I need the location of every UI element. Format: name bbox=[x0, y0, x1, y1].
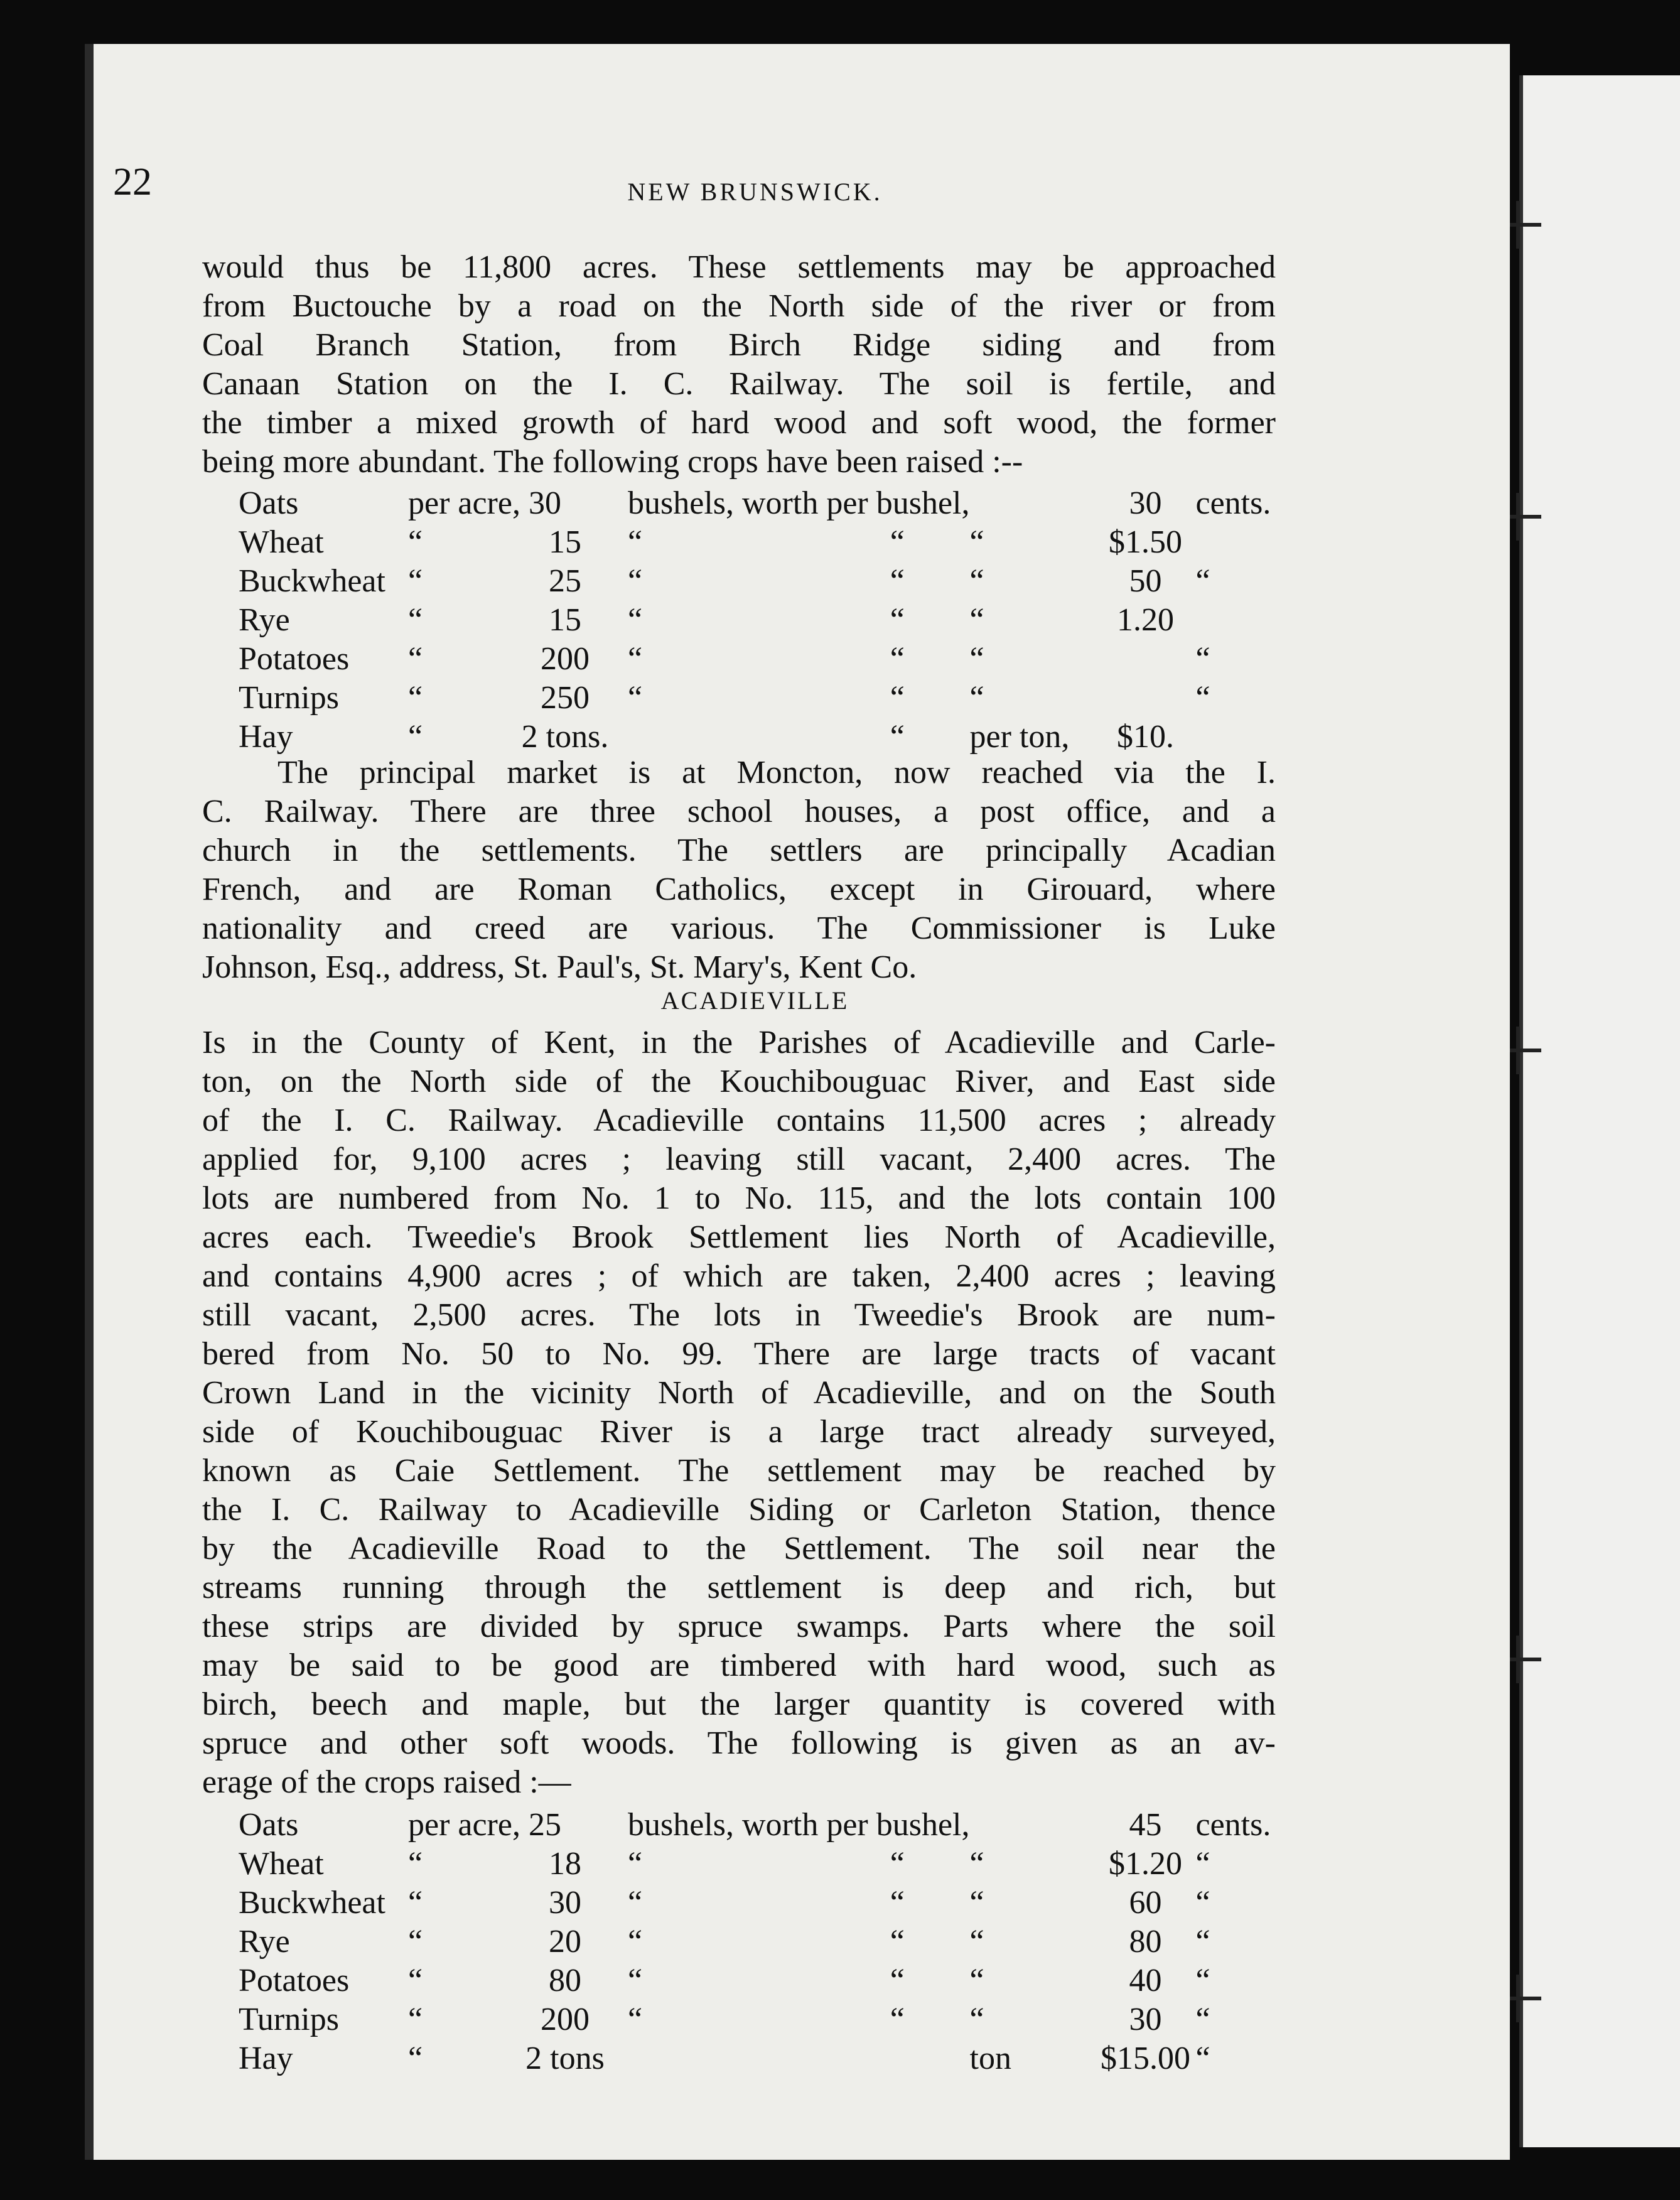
crop-measure bbox=[628, 717, 825, 756]
ditto-mark: “ bbox=[969, 563, 984, 599]
ditto-mark: “ bbox=[628, 1845, 643, 1882]
ditto-mark: “ bbox=[408, 1845, 423, 1882]
crop-row bbox=[239, 678, 1281, 717]
ditto-mark: “ bbox=[628, 1923, 643, 1960]
ditto-mark: “ bbox=[628, 563, 643, 599]
ditto-mark: “ bbox=[969, 679, 984, 716]
crop-price-unit bbox=[970, 483, 1096, 522]
crop-price-suffix: “ bbox=[1195, 679, 1210, 716]
ditto-mark: “ bbox=[1195, 1962, 1210, 1998]
text-line: may be said to be good are timbered with hard wood, such as bbox=[202, 1647, 1276, 1683]
crop-unit: per acre, 30 bbox=[408, 485, 561, 521]
crop-quantity: 2 tons. bbox=[521, 718, 609, 755]
crop-row bbox=[239, 522, 1281, 561]
text-line: lots are numbered from No. 1 to No. 115, and the lots contain 100 bbox=[202, 1180, 1276, 1216]
ditto-mark: “ bbox=[408, 1962, 423, 1998]
ditto-mark: “ bbox=[890, 1884, 905, 1921]
ditto-mark: “ bbox=[969, 640, 984, 677]
crop-quantity: 30 bbox=[549, 1884, 581, 1921]
crop-row bbox=[239, 1805, 1281, 1844]
crop-row bbox=[239, 1844, 1281, 1883]
crop-quantity: 25 bbox=[549, 563, 581, 599]
ditto-mark: “ bbox=[1195, 2001, 1210, 2037]
text-line: the I. C. Railway to Acadieville Siding or Carleton Station, thence bbox=[202, 1492, 1276, 1528]
crop-measure: bushels, worth per bushel, bbox=[628, 485, 970, 521]
crop-price bbox=[1096, 678, 1196, 717]
text-line: Crown Land in the vicinity North of Acadieville, and on the South bbox=[202, 1375, 1276, 1411]
crop-row bbox=[239, 561, 1281, 600]
text-line: the timber a mixed growth of hard wood and soft wood, the former bbox=[202, 405, 1276, 441]
text-line: being more abundant. The following crops have been raised :-- bbox=[202, 444, 1023, 480]
crop-name: Oats bbox=[239, 1806, 299, 1843]
ditto-mark: “ bbox=[408, 679, 423, 716]
crop-row bbox=[239, 1961, 1281, 2000]
ditto-mark: “ bbox=[890, 601, 905, 638]
ditto-mark: “ bbox=[969, 1845, 984, 1882]
crop-price-unit bbox=[970, 1805, 1096, 1844]
ditto-mark: “ bbox=[408, 640, 423, 677]
crop-row bbox=[239, 639, 1281, 678]
text-line: spruce and other soft woods. The following is given as an av- bbox=[202, 1725, 1276, 1761]
crop-name: Rye bbox=[239, 601, 290, 638]
ditto-mark: “ bbox=[890, 718, 905, 755]
ditto-mark: “ bbox=[628, 2001, 643, 2037]
crop-price: 60 bbox=[1129, 1884, 1162, 1921]
crop-measure: bushels, worth per bushel, bbox=[628, 1806, 970, 1843]
crop-measure bbox=[628, 2039, 825, 2078]
crop-quantity: 15 bbox=[549, 524, 581, 560]
ditto-mark: “ bbox=[1195, 1923, 1210, 1960]
adjacent-page-edge bbox=[1519, 75, 1680, 2147]
crop-price-suffix: “ bbox=[1195, 563, 1210, 599]
crop-row bbox=[239, 600, 1281, 639]
crop-price: 30 bbox=[1129, 2001, 1162, 2037]
ditto-mark: “ bbox=[1195, 1845, 1210, 1882]
text-line: church in the settlements. The settlers are principally Acadian bbox=[202, 833, 1276, 868]
crop-price-suffix bbox=[1196, 717, 1281, 756]
text-line: would thus be 11,800 acres. These settlements may be approached bbox=[202, 249, 1276, 285]
crop-measure bbox=[825, 2039, 969, 2078]
crop-price-suffix: “ bbox=[1195, 640, 1210, 677]
ditto-mark: “ bbox=[890, 524, 905, 560]
ditto-mark: “ bbox=[969, 1962, 984, 1998]
text-line: still vacant, 2,500 acres. The lots in Tweedie's Brook are num- bbox=[202, 1297, 1276, 1333]
crop-price-unit: per ton, bbox=[969, 718, 1070, 755]
crop-name: Potatoes bbox=[239, 640, 350, 677]
text-line: Coal Branch Station, from Birch Ridge siding and from bbox=[202, 327, 1276, 363]
crop-name: Buckwheat bbox=[239, 563, 385, 599]
text-line: The principal market is at Moncton, now reached via the I. bbox=[277, 755, 1276, 790]
running-head: NEW BRUNSWICK. bbox=[627, 178, 883, 206]
ditto-mark: “ bbox=[408, 524, 423, 560]
crop-price-suffix bbox=[1196, 600, 1281, 639]
crop-name: Turnips bbox=[239, 2001, 339, 2037]
text-line: bered from No. 50 to No. 99. There are large tracts of vacant bbox=[202, 1336, 1276, 1372]
ditto-mark: “ bbox=[1195, 2040, 1210, 2076]
crop-price: $10. bbox=[1117, 718, 1174, 755]
crop-price bbox=[1096, 639, 1196, 678]
crop-price: 1.20 bbox=[1117, 601, 1174, 638]
crop-name: Hay bbox=[239, 2040, 293, 2076]
ditto-mark: “ bbox=[408, 718, 423, 755]
crop-row bbox=[239, 2039, 1281, 2078]
crop-quantity: 200 bbox=[541, 640, 590, 677]
text-line: Is in the County of Kent, in the Parishes of Acadieville and Carle- bbox=[202, 1025, 1276, 1060]
ditto-mark: “ bbox=[628, 1962, 643, 1998]
ditto-mark: “ bbox=[408, 1923, 423, 1960]
ditto-mark: “ bbox=[969, 601, 984, 638]
ditto-mark: “ bbox=[890, 1923, 905, 1960]
crop-name: Wheat bbox=[239, 1845, 324, 1882]
ditto-mark: “ bbox=[890, 1962, 905, 1998]
ditto-mark: “ bbox=[408, 563, 423, 599]
crop-price: $15.00 bbox=[1101, 2040, 1190, 2076]
crop-name: Rye bbox=[239, 1923, 290, 1960]
text-line: applied for, 9,100 acres ; leaving still vacant, 2,400 acres. The bbox=[202, 1141, 1276, 1177]
crop-unit: per acre, 25 bbox=[408, 1806, 561, 1843]
crop-quantity: 15 bbox=[549, 601, 581, 638]
text-line: ton, on the North side of the Kouchibouguac River, and East side bbox=[202, 1064, 1276, 1099]
crop-name: Wheat bbox=[239, 524, 324, 560]
ditto-mark: “ bbox=[969, 1884, 984, 1921]
ditto-mark: “ bbox=[628, 640, 643, 677]
crop-price: 80 bbox=[1129, 1923, 1162, 1960]
crop-row bbox=[239, 2000, 1281, 2039]
text-line: C. Railway. There are three school houses, a post office, and a bbox=[202, 794, 1276, 829]
crop-price-suffix: cents. bbox=[1195, 1806, 1271, 1843]
crop-price: $1.50 bbox=[1109, 524, 1182, 560]
crop-row bbox=[239, 483, 1281, 522]
crop-price: 40 bbox=[1129, 1962, 1162, 1998]
text-line: Johnson, Esq., address, St. Paul's, St. Mary's, Kent Co. bbox=[202, 949, 917, 985]
crop-name: Buckwheat bbox=[239, 1884, 385, 1921]
ditto-mark: “ bbox=[890, 679, 905, 716]
crop-price: 50 bbox=[1129, 563, 1162, 599]
text-line: French, and are Roman Catholics, except in Girouard, where bbox=[202, 871, 1276, 907]
crop-name: Potatoes bbox=[239, 1962, 350, 1998]
crop-name: Turnips bbox=[239, 679, 339, 716]
crop-table-settlements bbox=[239, 483, 1281, 756]
crop-name: Oats bbox=[239, 485, 299, 521]
text-line: these strips are divided by spruce swamps. Parts where the soil bbox=[202, 1609, 1276, 1644]
text-line: streams running through the settlement is deep and rich, but bbox=[202, 1570, 1276, 1605]
crop-price: 45 bbox=[1129, 1806, 1162, 1843]
ditto-mark: “ bbox=[969, 2001, 984, 2037]
text-line: nationality and creed are various. The Commissioner is Luke bbox=[202, 910, 1276, 946]
crop-table-acadieville bbox=[239, 1805, 1281, 2078]
crop-quantity: 80 bbox=[549, 1962, 581, 1998]
text-line: from Buctouche by a road on the North side of the river or from bbox=[202, 288, 1276, 324]
crop-price-unit: ton bbox=[969, 2040, 1011, 2076]
crop-row bbox=[239, 1883, 1281, 1922]
ditto-mark: “ bbox=[890, 2001, 905, 2037]
ditto-mark: “ bbox=[408, 2040, 423, 2076]
crop-quantity: 250 bbox=[541, 679, 590, 716]
ditto-mark: “ bbox=[628, 524, 643, 560]
crop-name: Hay bbox=[239, 718, 293, 755]
page-number: 22 bbox=[113, 161, 152, 203]
section-heading: ACADIEVILLE bbox=[660, 986, 849, 1015]
ditto-mark: “ bbox=[408, 1884, 423, 1921]
crop-quantity: 18 bbox=[549, 1845, 581, 1882]
ditto-mark: “ bbox=[890, 640, 905, 677]
crop-price-suffix bbox=[1196, 522, 1281, 561]
ditto-mark: “ bbox=[628, 679, 643, 716]
ditto-mark: “ bbox=[890, 1845, 905, 1882]
crop-quantity: 2 tons bbox=[525, 2040, 605, 2076]
text-line: erage of the crops raised :— bbox=[202, 1764, 571, 1800]
text-line: birch, beech and maple, but the larger quantity is covered with bbox=[202, 1686, 1276, 1722]
text-line: of the I. C. Railway. Acadieville contains 11,500 acres ; already bbox=[202, 1103, 1276, 1138]
crop-price: 30 bbox=[1129, 485, 1162, 521]
text-line: by the Acadieville Road to the Settlement. The soil near the bbox=[202, 1531, 1276, 1566]
crop-row bbox=[239, 717, 1281, 756]
text-line: and contains 4,900 acres ; of which are taken, 2,400 acres ; leaving bbox=[202, 1258, 1276, 1294]
text-line: known as Caie Settlement. The settlement may be reached by bbox=[202, 1453, 1276, 1489]
ditto-mark: “ bbox=[408, 601, 423, 638]
crop-quantity: 20 bbox=[549, 1923, 581, 1960]
crop-price: $1.20 bbox=[1109, 1845, 1182, 1882]
crop-quantity: 200 bbox=[541, 2001, 590, 2037]
text-line: acres each. Tweedie's Brook Settlement lies North of Acadieville, bbox=[202, 1219, 1276, 1255]
ditto-mark: “ bbox=[628, 601, 643, 638]
ditto-mark: “ bbox=[628, 1884, 643, 1921]
crop-row bbox=[239, 1922, 1281, 1961]
ditto-mark: “ bbox=[408, 2001, 423, 2037]
text-line: Canaan Station on the I. C. Railway. The soil is fertile, and bbox=[202, 366, 1276, 402]
ditto-mark: “ bbox=[969, 524, 984, 560]
text-line: side of Kouchibouguac River is a large tract already surveyed, bbox=[202, 1414, 1276, 1450]
crop-price-suffix: cents. bbox=[1195, 485, 1271, 521]
ditto-mark: “ bbox=[1195, 1884, 1210, 1921]
ditto-mark: “ bbox=[969, 1923, 984, 1960]
ditto-mark: “ bbox=[890, 563, 905, 599]
